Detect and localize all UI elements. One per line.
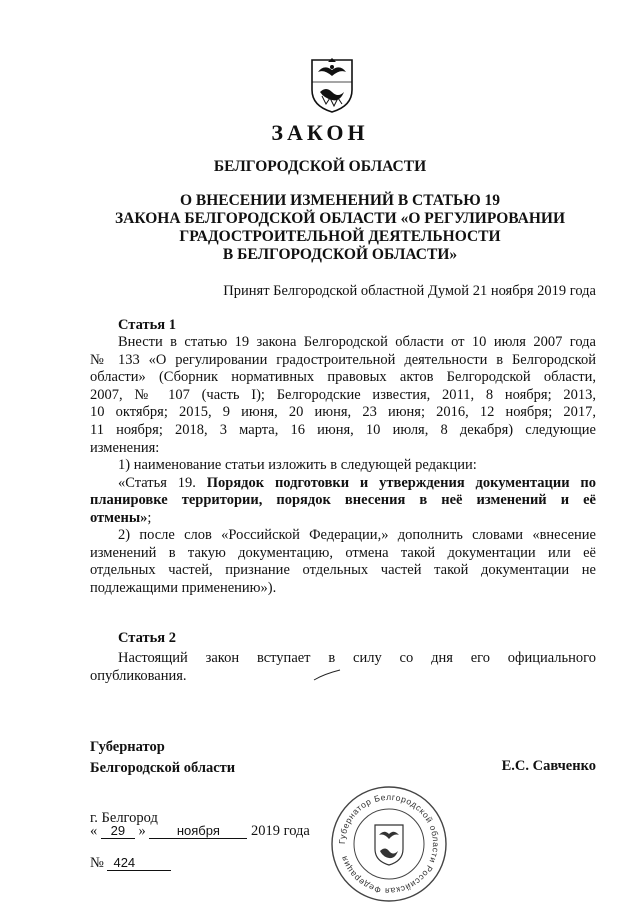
signatory-name: Е.С. Савченко [501,758,596,774]
law-subject [90,192,590,264]
text-line: области» (Сборник нормативных правовых актов Белгородской области, [90,369,596,386]
subject-line: О ВНЕСЕНИИ ИЗМЕНЕНИЙ В СТАТЬЮ 19 [179,192,501,209]
document-title: ЗАКОН [271,120,369,145]
pen-mark-icon [312,666,342,684]
signatory-line: Белгородской области [90,760,236,776]
text-line: отдельных частей, признание отдельных частей такой документации не [90,562,596,579]
text-line: 11 ноября; 2018, 3 марта, 16 июня, 10 июля, 8 декабря) следующие [90,421,596,438]
number-label: № [90,855,104,871]
number-value: 424 [107,855,171,871]
article-1-intro [90,334,596,457]
quote-open: « [90,823,98,839]
quote-bold: отмены» [90,509,148,526]
quoted-title-line [90,510,596,528]
law-number [90,855,171,872]
text-line: 10 октября; 2015, 9 июня, 20 июня, 23 июня; 2016, 12 ноября; 2017, [90,404,596,421]
quoted-title-line [90,475,596,493]
quoted-title-line [90,492,596,510]
region-heading: БЕЛГОРОДСКОЙ ОБЛАСТИ [213,158,427,175]
article-1-item-2 [90,527,596,597]
quote-bold: планировке территории, порядок внесения в неё изменений и её [90,492,596,509]
text-line: изменения: [90,439,160,456]
article-1-item-1 [90,457,596,527]
signatory-title [90,737,235,779]
text-line: опубликования. [90,667,187,684]
text-line: 1) наименование статьи изложить в следующей редакции: [118,457,477,473]
coat-of-arms-icon [308,52,356,114]
text-line: Внести в статью 19 закона Белгородской области от 10 июля 2007 года [118,334,596,350]
text-line: Настоящий закон вступает в силу со дня его официального [118,650,596,666]
adoption-note: Принят Белгородской областной Думой 21 ноября 2019 года [223,283,596,299]
subject-line: ГРАДОСТРОИТЕЛЬНОЙ ДЕЯТЕЛЬНОСТИ [179,228,501,245]
article-2-body [90,650,596,685]
date-day: 29 [101,823,135,839]
text-line: изменений в такую документацию, отмена такой документации или её [90,544,596,561]
subject-line: ЗАКОНА БЕЛГОРОДСКОЙ ОБЛАСТИ «О РЕГУЛИРОВАНИИ [114,210,566,227]
article-2-heading: Статья 2 [118,630,176,646]
text-line: 2007, № 107 (часть I); Белгородские известия, 2011, 8 ноября; 2013, [90,386,596,403]
text-line: подлежащими применению»). [90,579,277,596]
date-month: ноября [149,823,247,839]
quote-end: ; [147,509,152,526]
svg-text:Губернатор Белгородской област [337,792,441,896]
subject-line: В БЕЛГОРОДСКОЙ ОБЛАСТИ» [222,246,458,263]
official-seal-icon [330,785,448,903]
quote-prefix: «Статья 19. [118,474,196,491]
article-1-heading: Статья 1 [118,317,176,333]
text-line: № 133 «О регулировании градостроительной деятельности в Белгородской [90,351,596,368]
text-line: 2) после слов «Российской Федерации,» дополнить словами «внесение [118,527,596,543]
signing-date [90,823,310,840]
quote-bold: Порядок подготовки и утверждения документации по [206,474,597,491]
seal-ring-text: Губернатор Белгородской области Российская Федерация [336,791,442,897]
signatory-line: Губернатор [90,739,165,755]
date-year: 2019 года [251,823,310,839]
quote-close: » [138,823,146,839]
place-of-signing: г. Белгород [90,810,158,826]
